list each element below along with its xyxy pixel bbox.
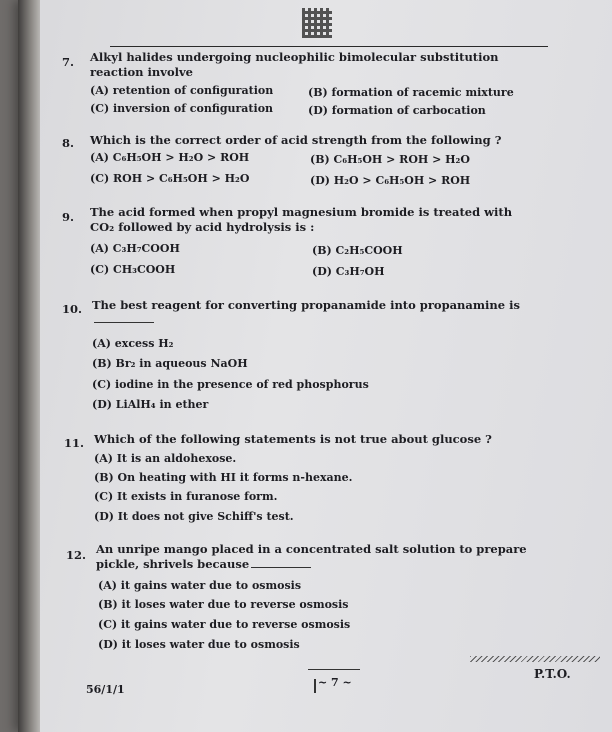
page-number: ~ 7 ~ xyxy=(318,676,352,689)
page-number-mark xyxy=(314,679,316,693)
option-d: (D) formation of carbocation xyxy=(308,104,486,117)
question-number: 7. xyxy=(62,55,75,69)
option-c: (C) It exists in furanose form. xyxy=(94,490,278,503)
question-stem: Alkyl halides undergoing nucleophilic bimolecular substitution reaction involve xyxy=(90,50,499,79)
option-a: (A) C₆H₅OH > H₂O > ROH xyxy=(90,151,250,164)
question-number: 10. xyxy=(62,302,83,316)
page-edge-shadow xyxy=(18,0,40,732)
option-b: (B) Br₂ in aqueous NaOH xyxy=(92,357,248,370)
option-b: (B) On heating with HI it forms n-hexane. xyxy=(94,471,353,484)
qr-code-icon xyxy=(302,8,332,38)
option-a: (A) C₃H₇COOH xyxy=(90,242,180,255)
question-stem xyxy=(96,542,556,572)
option-d: (D) it loses water due to osmosis xyxy=(98,638,300,651)
question-stem: Which of the following statements is not true about glucose ? xyxy=(94,432,492,446)
exam-page xyxy=(18,0,612,732)
page-number-rule xyxy=(308,669,360,670)
option-a: (A) it gains water due to osmosis xyxy=(98,579,302,592)
option-c: (C) ROH > C₆H₅OH > H₂O xyxy=(90,172,250,185)
option-a: (A) retention of configuration xyxy=(90,84,274,97)
question-number: 11. xyxy=(64,436,85,450)
question-stem: The acid formed when propyl magnesium bromide is treated with CO₂ followed by acid hydrolysis is : xyxy=(90,205,513,234)
option-c: (C) inversion of configuration xyxy=(90,102,274,115)
question-stem-text: The best reagent for converting propanamide into propanamine is xyxy=(92,298,520,312)
option-d: (D) It does not give Schiff's test. xyxy=(94,510,294,523)
answer-blank xyxy=(251,567,311,568)
question-number: 8. xyxy=(62,136,75,150)
wavy-underline xyxy=(470,656,600,662)
option-a: (A) excess H₂ xyxy=(92,337,174,350)
option-d: (D) LiAlH₄ in ether xyxy=(92,398,209,411)
page-turn-note: P.T.O. xyxy=(534,667,571,681)
question-number: 9. xyxy=(62,210,75,224)
option-b: (B) C₆H₅OH > ROH > H₂O xyxy=(310,153,470,166)
question-stem: Which is the correct order of acid strength from the following ? xyxy=(90,133,502,147)
option-b: (B) it loses water due to reverse osmosis xyxy=(98,598,349,611)
option-a: (A) It is an aldohexose. xyxy=(94,452,237,465)
question-stem-text: An unripe mango placed in a concentrated salt solution to prepare pickle, shrivels because xyxy=(96,542,527,571)
answer-blank xyxy=(94,322,154,323)
question-stem xyxy=(92,298,542,313)
option-c: (C) iodine in the presence of red phosphorus xyxy=(92,378,369,391)
option-c: (C) CH₃COOH xyxy=(90,263,176,276)
paper-code: 56/1/1 xyxy=(86,683,125,696)
option-b: (B) formation of racemic mixture xyxy=(308,86,514,99)
option-d: (D) H₂O > C₆H₅OH > ROH xyxy=(310,174,471,187)
option-b: (B) C₂H₅COOH xyxy=(312,244,403,257)
top-rule xyxy=(110,46,548,47)
option-d: (D) C₃H₇OH xyxy=(312,265,385,278)
option-c: (C) it gains water due to reverse osmosis xyxy=(98,618,351,631)
question-number: 12. xyxy=(66,548,87,562)
